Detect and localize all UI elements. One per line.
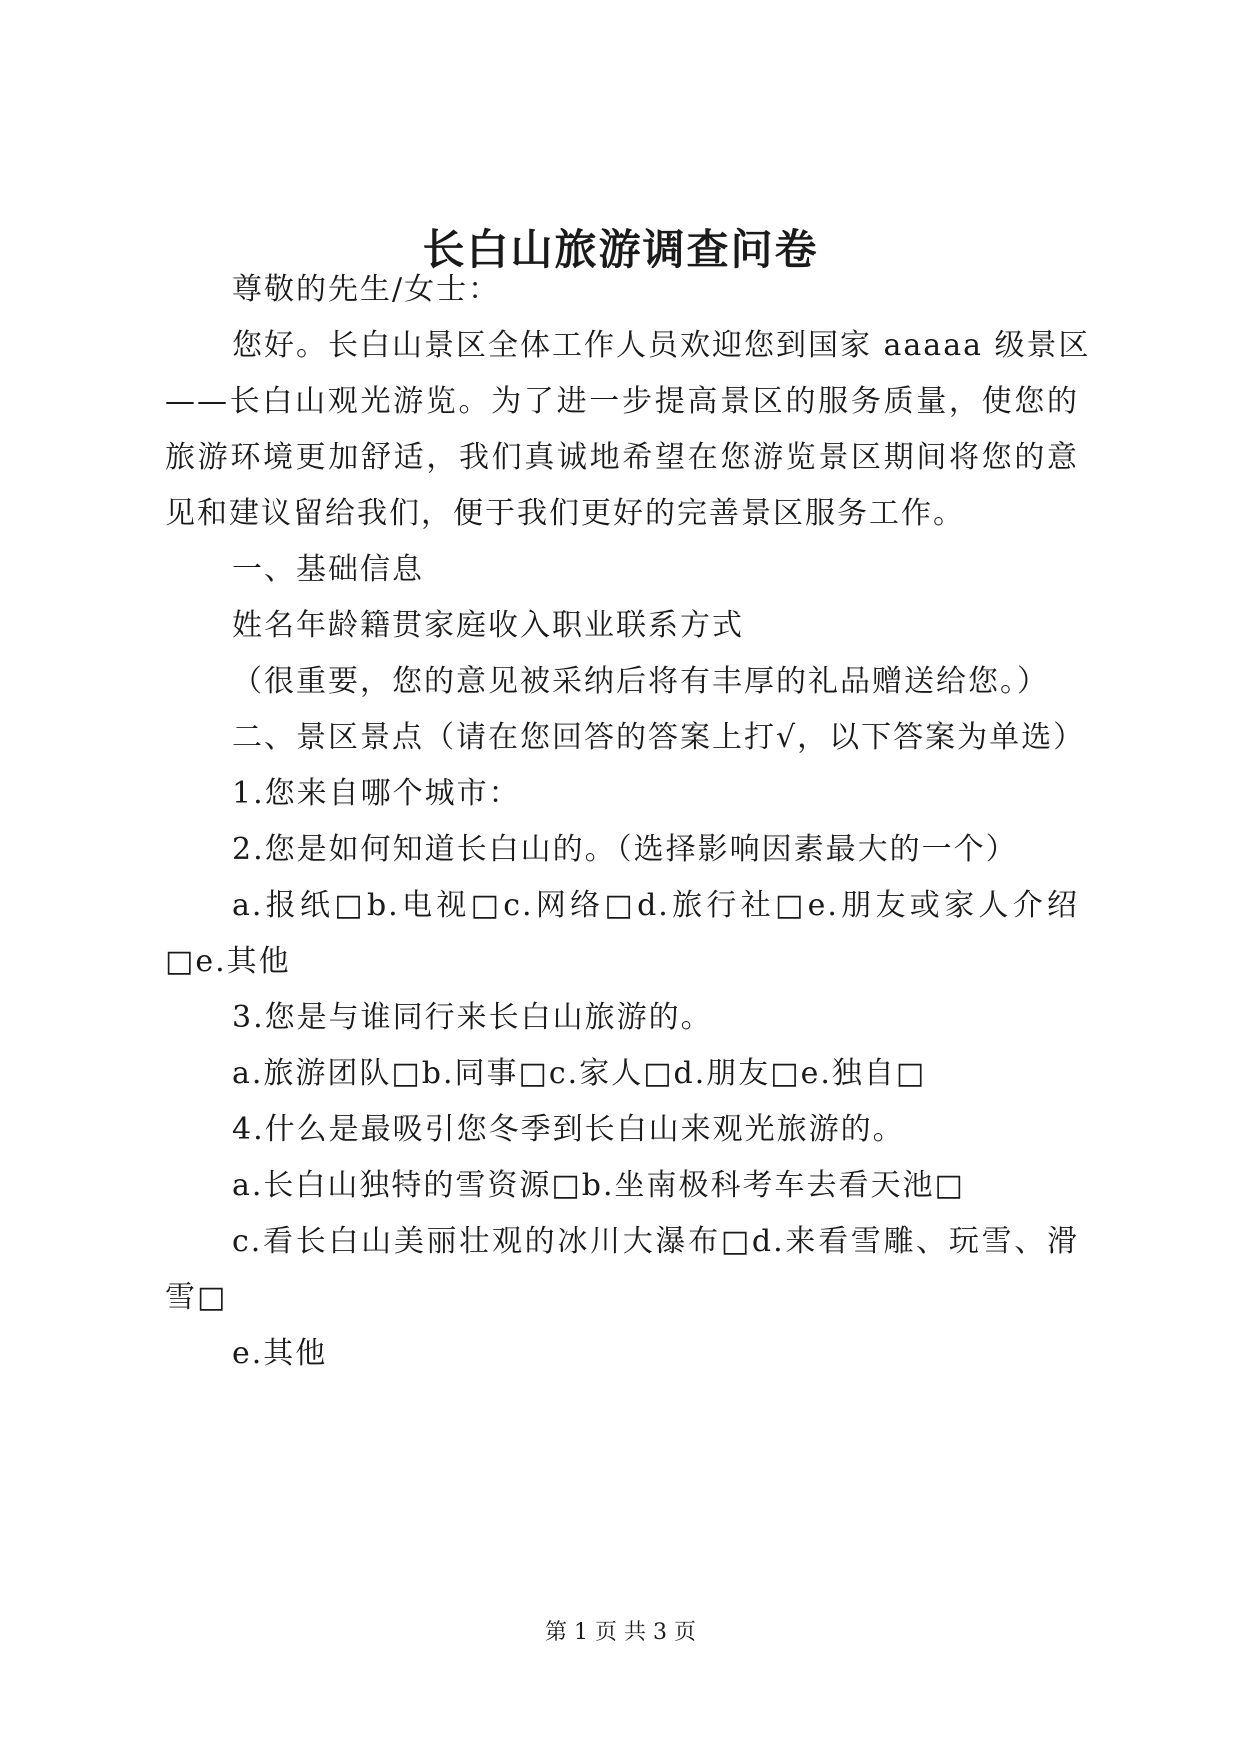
greeting: 尊敬的先生/女士： [232, 272, 501, 307]
section1-heading: 一、基础信息 [232, 552, 424, 587]
section2-heading: 二、景区景点（请在您回答的答案上打√，以下答案为单选） [232, 720, 1086, 755]
intro-line-3: 旅游环境更加舒适，我们真诚地希望在您游览景区期间将您的意 [165, 440, 1079, 475]
question-4: 4.什么是最吸引您冬季到长白山来观光旅游的。 [232, 1112, 905, 1147]
question-4-options-line-1: a.长白山独特的雪资源□b.坐南极科考车去看天池□ [232, 1168, 965, 1203]
question-3-options: a.旅游团队□b.同事□c.家人□d.朋友□e.独自□ [232, 1056, 927, 1091]
document-title: 长白山旅游调查问卷 [422, 225, 819, 274]
question-3: 3.您是与谁同行来长白山旅游的。 [232, 1000, 713, 1035]
intro-line-1: 您好。长白山景区全体工作人员欢迎您到国家 aaaaa 级景区 [232, 328, 1091, 363]
question-4-options-line-4: e.其他 [232, 1336, 328, 1371]
question-4-options-line-2: c.看长白山美丽壮观的冰川大瀑布□d.来看雪雕、玩雪、滑 [232, 1224, 1079, 1259]
question-2-options-line-2: □e.其他 [165, 944, 291, 979]
question-1: 1.您来自哪个城市： [232, 776, 521, 811]
intro-line-4: 见和建议留给我们，便于我们更好的完善景区服务工作。 [165, 496, 965, 531]
question-4-options-line-3: 雪□ [165, 1280, 228, 1315]
question-2-options-line-1: a.报纸□b.电视□c.网络□d.旅行社□e.朋友或家人介绍 [232, 888, 1079, 923]
question-2: 2.您是如何知道长白山的。（选择影响因素最大的一个） [232, 832, 1018, 867]
section1-note: （很重要，您的意见被采纳后将有丰厚的礼品赠送给您。） [232, 664, 1049, 699]
page-number-footer: 第 1 页 共 3 页 [545, 1620, 696, 1645]
section1-fields: 姓名年龄籍贯家庭收入职业联系方式 [232, 608, 744, 643]
intro-line-2: ——长白山观光游览。为了进一步提高景区的服务质量，使您的 [165, 384, 1079, 419]
